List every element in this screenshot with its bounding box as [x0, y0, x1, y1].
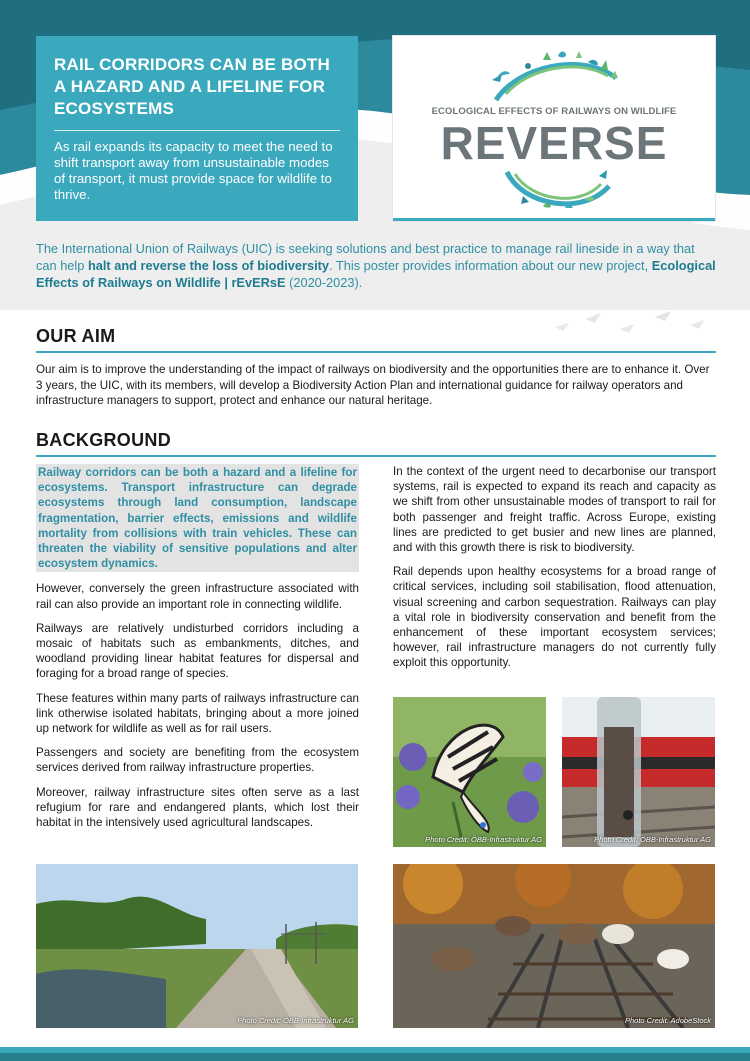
intro-paragraph — [36, 240, 716, 291]
hero-text: As rail expands its capacity to meet the need to shift transport away from unsustainable modes of transport, it must provide space for wildlife to thrive. — [54, 139, 333, 202]
hero-title: RAIL CORRIDORS CAN BE BOTH A HAZARD AND A LIFELINE FOR ECOSYSTEMS — [54, 55, 330, 118]
intro-text-1: The International Union of Railways (UIC) is seeking solutions and best practice to manage rail lineside in a way that can help — [36, 241, 695, 273]
background-heading: BACKGROUND — [36, 430, 171, 450]
background-left-paragraph: These features within many parts of railways infrastructure can link otherwise isolated habitats, bringing about a more joined up network for wildlife as well as for rail users. — [36, 691, 359, 736]
intro-text-2: . This poster provides information about our new project, — [329, 258, 652, 273]
train-camera-photo — [562, 697, 715, 847]
intro-emphasis-1: halt and reverse the loss of biodiversity — [87, 258, 330, 273]
railway-path-image — [36, 864, 358, 1028]
photo-credit: Photo Credit: ÖBB-Infrastruktur AG — [425, 835, 542, 844]
reindeer-photo — [393, 864, 715, 1028]
railway-path-photo — [36, 864, 358, 1028]
birds-decoration-icon — [545, 305, 725, 345]
background-left-paragraph: Passengers and society are benefiting from the ecosystem services derived from railway infrastructure properties. — [36, 746, 359, 775]
background-heading-rule — [36, 455, 716, 457]
aim-text: Our aim is to improve the understanding of the impact of railways on biodiversity and the opportunities there are to enhance it. Over 3 years, the UIC, with its members, will develop a Biodiversity Action Plan and international guidance for railway operators and infrastructure managers to support, protect and enhance our natural heritage. — [36, 363, 710, 407]
footer-bar-dark — [0, 1053, 750, 1061]
logo-subtitle: ECOLOGICAL EFFECTS OF RAILWAYS ON WILDLIFE — [431, 106, 677, 117]
butterfly-image — [393, 697, 546, 847]
background-left-paragraph: However, conversely the green infrastructure associated with rail can also provide an important role in connecting wildlife. — [36, 582, 359, 611]
intro-text-3: (2020-2023). — [285, 275, 363, 290]
logo-wildlife-arc-icon — [488, 48, 623, 106]
butterfly-photo — [393, 697, 546, 847]
photo-credit: Photo Credit: AdobeStock — [624, 1016, 711, 1025]
background-left-paragraph: Moreover, railway infrastructure sites often serve as a last refugium for rare and endangered plants, which lost their habitat in the intensively used agricultural landscapes. — [36, 785, 359, 830]
background-right-paragraph: In the context of the urgent need to decarbonise our transport systems, rail is expected to expand its reach and capacity as we shift from other unsustainable modes of transport to rail for both passenger and freight traffic. Across Europe, existing lines are predicted to get busier and new lines are planned, and with this growth there is risk to biodiversity. — [393, 465, 716, 555]
intro-project-name: Ecological Effects of Railways on Wildlife | rEvERsE — [36, 258, 716, 290]
hero-box — [36, 36, 358, 221]
reverse-logo — [393, 36, 715, 221]
background-left-paragraph: Railways are relatively undisturbed corridors including a mosaic of habitats such as embankments, ditches, and woodland providing linear habitat features for dispersal and foraging for a broad range of species. — [36, 621, 359, 681]
background-right-column — [393, 464, 716, 680]
background-right-paragraph: Rail depends upon healthy ecosystems for a broad range of critical services, including soil stabilisation, flood attenuation, visual screening and carbon sequestration. Railways can play a vital role in biodiversity conservation and benefit from the enhancement of these important ecosystem services; however, rail infrastructure managers do not currently fully exploit this opportunity. — [393, 565, 716, 670]
aim-heading: OUR AIM — [36, 326, 116, 346]
train-camera-image — [562, 697, 715, 847]
aim-heading-rule — [36, 351, 716, 353]
photo-credit: Photo Credit: ÖBB-Infrastruktur AG — [594, 835, 711, 844]
background-left-column — [36, 464, 359, 839]
hero-divider — [54, 130, 340, 131]
logo-railway-arc-icon — [503, 166, 613, 216]
reindeer-image — [393, 864, 715, 1028]
logo-wordmark: REVERSE — [440, 117, 668, 169]
photo-credit: Photo Credit: ÖBB-Infrastruktur AG — [237, 1016, 354, 1025]
background-highlight: Railway corridors can be both a hazard and a lifeline for ecosystems. Transport infrastructure can degrade ecosystems through land consumption, landscape fragmentation, barrier effects, emissions and wildlife mortality from collisions with train vehicles. These can threaten the viability of sensitive populations and alter ecosystem dynamics. — [36, 464, 359, 572]
